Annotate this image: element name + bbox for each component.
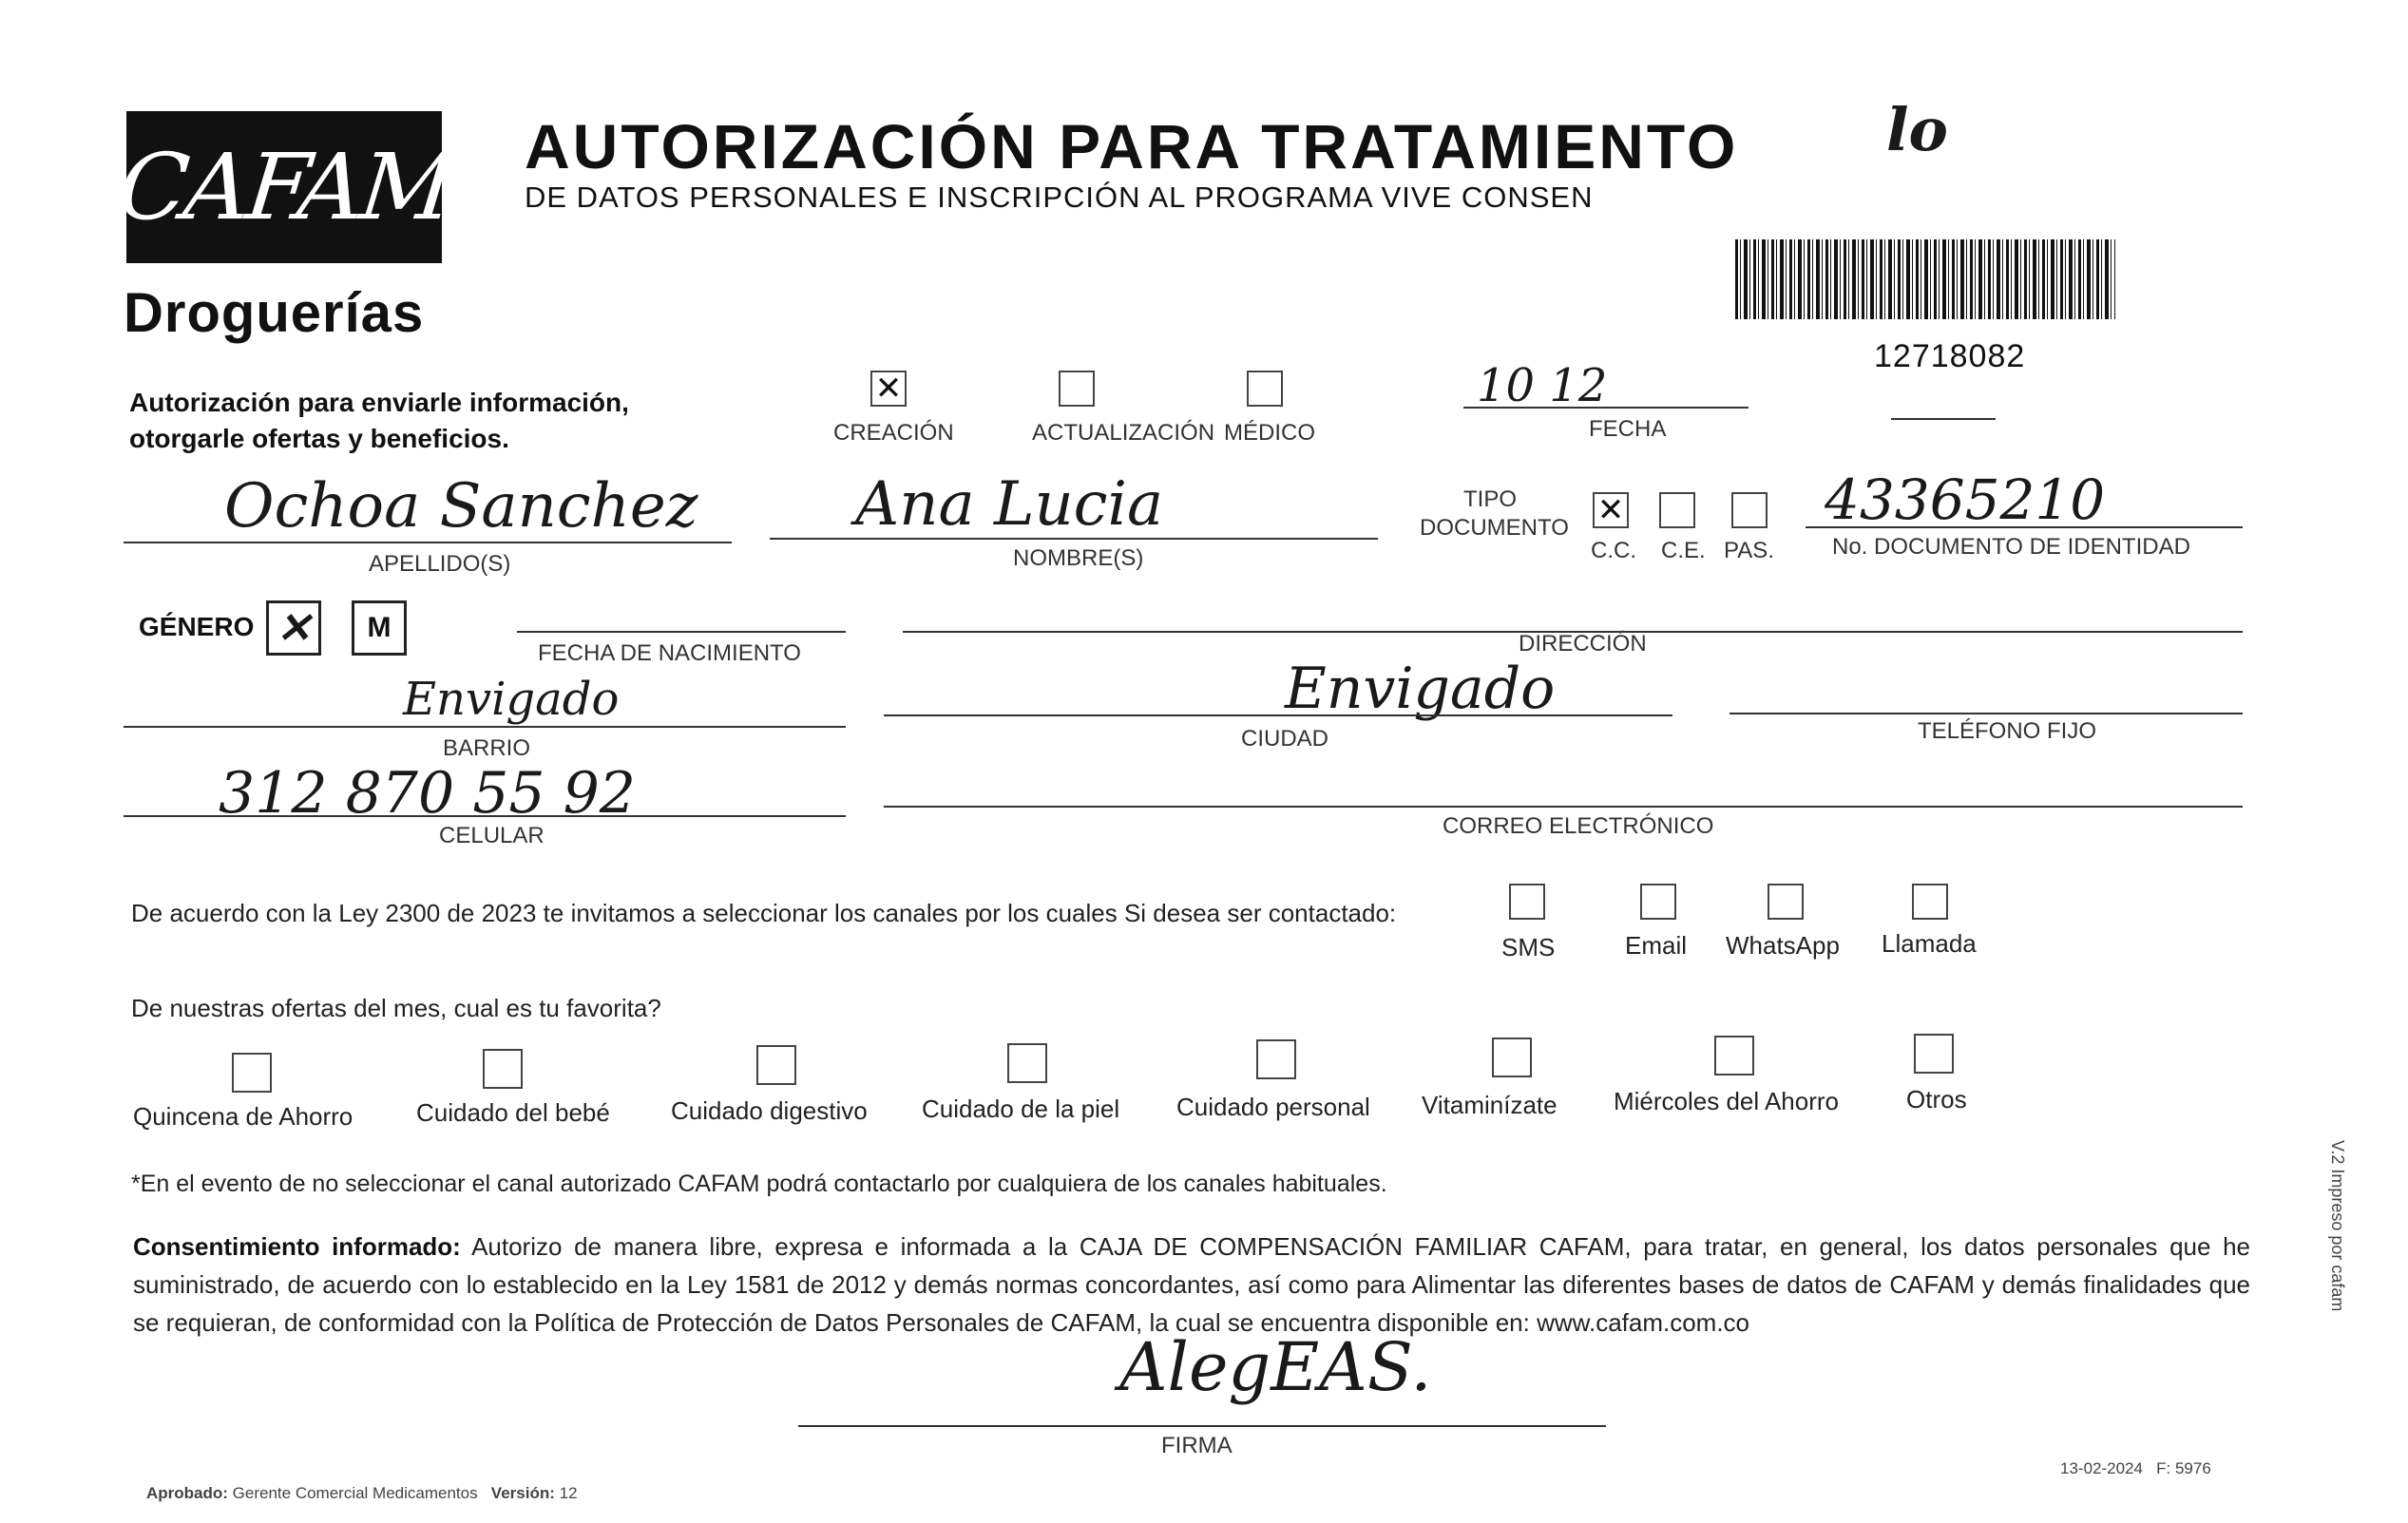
corner-mark: lo: [1886, 95, 1948, 164]
date-code: 13-02-2024: [2060, 1459, 2143, 1477]
nombres-value: Ana Lucia: [855, 469, 1164, 540]
fecha-nacimiento-label: FECHA DE NACIMIENTO: [538, 640, 801, 666]
genero-m-label: M: [367, 612, 392, 643]
offers-question: De nuestras ofertas del mes, cual es tu favorita?: [131, 994, 661, 1022]
offer-bebe-label: Cuidado del bebé: [416, 1098, 610, 1127]
footer-approval: [146, 1484, 578, 1503]
offer-piel-checkbox[interactable]: [1007, 1043, 1047, 1083]
llamada-checkbox[interactable]: [1912, 884, 1948, 920]
telefono-fijo-label: TELÉFONO FIJO: [1918, 718, 2097, 744]
creacion-label: CREACIÓN: [833, 420, 954, 446]
approved-value: Gerente Comercial Medicamentos: [232, 1484, 478, 1502]
approved-label: Aprobado:: [146, 1484, 228, 1502]
email-label: Email: [1625, 931, 1688, 960]
version-value: 12: [559, 1484, 578, 1502]
offer-quincena-checkbox[interactable]: [232, 1053, 272, 1093]
email-checkbox[interactable]: [1640, 884, 1676, 920]
intro-text-line1: Autorización para enviarle información,: [129, 388, 629, 417]
fecha-value: 10 12: [1477, 359, 1608, 412]
doc-number-value: 43365210: [1825, 467, 2106, 532]
llamada-label: Llamada: [1882, 929, 1977, 958]
firma-label: FIRMA: [1161, 1433, 1233, 1458]
ciudad-value: Envigado: [1285, 656, 1556, 722]
doc-number-label: No. DOCUMENTO DE IDENTIDAD: [1832, 534, 2190, 560]
channels-question: De acuerdo con la Ley 2300 de 2023 te invitamos a seleccionar los canales por los cuales Si desea ser contactado:: [131, 899, 1397, 927]
actualizacion-checkbox[interactable]: [1059, 371, 1095, 407]
form-subtitle: DE DATOS PERSONALES E INSCRIPCIÓN AL PROGRAMA VIVE CONSEN: [525, 181, 1594, 214]
logo-text: CAFAM: [112, 134, 456, 240]
consent-body: Autorizo de manera libre, expresa e informada a la CAJA DE COMPENSACIÓN FAMILIAR CAFAM, para tratar, en general, los datos personales que he suministrado, de acuerdo con lo establecido en la Ley 1581 de 2012 y demás normas concordantes, así como para Alimentar las diferentes bases de datos de CAFAM y demás finalidades que se requieran, de conformidad con la Política de Protección de Datos Personales de CAFAM, la cual se encuentra disponible en: www.cafam.com.co: [133, 1232, 2251, 1337]
signature-scribble: AlegEAS.: [1119, 1328, 1432, 1406]
celular-value: 312 870 55 92: [219, 760, 636, 827]
barcode-number: 12718082: [1874, 338, 2026, 374]
medico-label: MÉDICO: [1224, 420, 1315, 446]
correo-label: CORREO ELECTRÓNICO: [1443, 813, 1714, 839]
offer-personal-label: Cuidado personal: [1176, 1093, 1370, 1121]
celular-label: CELULAR: [439, 823, 545, 848]
offer-vitaminizate-label: Vitaminízate: [1422, 1091, 1558, 1119]
form-code: F: 5976: [2156, 1459, 2211, 1477]
offer-piel-label: Cuidado de la piel: [922, 1095, 1120, 1123]
direccion-label: DIRECCIÓN: [1519, 631, 1647, 657]
ciudad-label: CIUDAD: [1241, 726, 1329, 752]
offer-vitaminizate-checkbox[interactable]: [1492, 1038, 1532, 1077]
pas-checkbox[interactable]: [1731, 492, 1768, 528]
cafam-logo: [112, 111, 456, 263]
barcode: [1735, 239, 2115, 319]
sms-checkbox[interactable]: [1509, 884, 1545, 920]
actualizacion-label: ACTUALIZACIÓN: [1032, 420, 1215, 446]
genero-f-checkbox[interactable]: ✕: [266, 600, 321, 656]
offer-miercoles-label: Miércoles del Ahorro: [1614, 1087, 1839, 1115]
nombres-label: NOMBRE(S): [1013, 545, 1144, 571]
pas-label: PAS.: [1724, 538, 1774, 563]
sms-label: SMS: [1501, 933, 1556, 961]
barrio-label: BARRIO: [443, 735, 531, 761]
offer-digestivo-label: Cuidado digestivo: [671, 1096, 868, 1125]
form-title: AUTORIZACIÓN PARA TRATAMIENTO: [525, 111, 1739, 181]
whatsapp-label: WhatsApp: [1726, 931, 1840, 960]
apellidos-value: Ochoa Sanchez: [224, 471, 698, 542]
whatsapp-checkbox[interactable]: [1768, 884, 1804, 920]
cc-label: C.C.: [1591, 538, 1636, 563]
offer-bebe-checkbox[interactable]: [483, 1049, 523, 1089]
creacion-checkbox[interactable]: [870, 371, 907, 407]
ce-checkbox[interactable]: [1659, 492, 1695, 528]
consent-title: Consentimiento informado:: [133, 1232, 461, 1261]
side-print-text: V.2 Impreso por cafam: [2328, 1140, 2347, 1312]
brand-subtitle: Droguerías: [124, 282, 425, 344]
tipo-documento-label-2: DOCUMENTO: [1420, 515, 1569, 541]
genero-label: GÉNERO: [139, 612, 255, 641]
version-label: Versión:: [490, 1484, 555, 1502]
intro-text-line2: otorgarle ofertas y beneficios.: [129, 424, 509, 453]
cc-checkbox[interactable]: [1593, 492, 1629, 528]
offer-personal-checkbox[interactable]: [1256, 1039, 1296, 1079]
consent-paragraph: [133, 1228, 2250, 1342]
footer-codes: [2060, 1459, 2211, 1478]
offer-miercoles-checkbox[interactable]: [1714, 1036, 1754, 1076]
tipo-documento-label-1: TIPO: [1463, 486, 1518, 512]
offer-quincena-label: Quincena de Ahorro: [133, 1102, 354, 1131]
fecha-label: FECHA: [1589, 416, 1667, 442]
offer-otros-checkbox[interactable]: [1914, 1034, 1954, 1074]
genero-m-checkbox[interactable]: [352, 600, 407, 656]
medico-checkbox[interactable]: [1247, 371, 1283, 407]
barrio-value: Envigado: [403, 673, 620, 726]
apellidos-label: APELLIDO(S): [369, 551, 511, 577]
offer-digestivo-checkbox[interactable]: [756, 1045, 796, 1085]
offer-otros-label: Otros: [1906, 1085, 1967, 1114]
ce-label: C.E.: [1661, 538, 1706, 563]
channel-note: *En el evento de no seleccionar el canal autorizado CAFAM podrá contactarlo por cualquiera de los canales habituales.: [131, 1171, 1387, 1197]
